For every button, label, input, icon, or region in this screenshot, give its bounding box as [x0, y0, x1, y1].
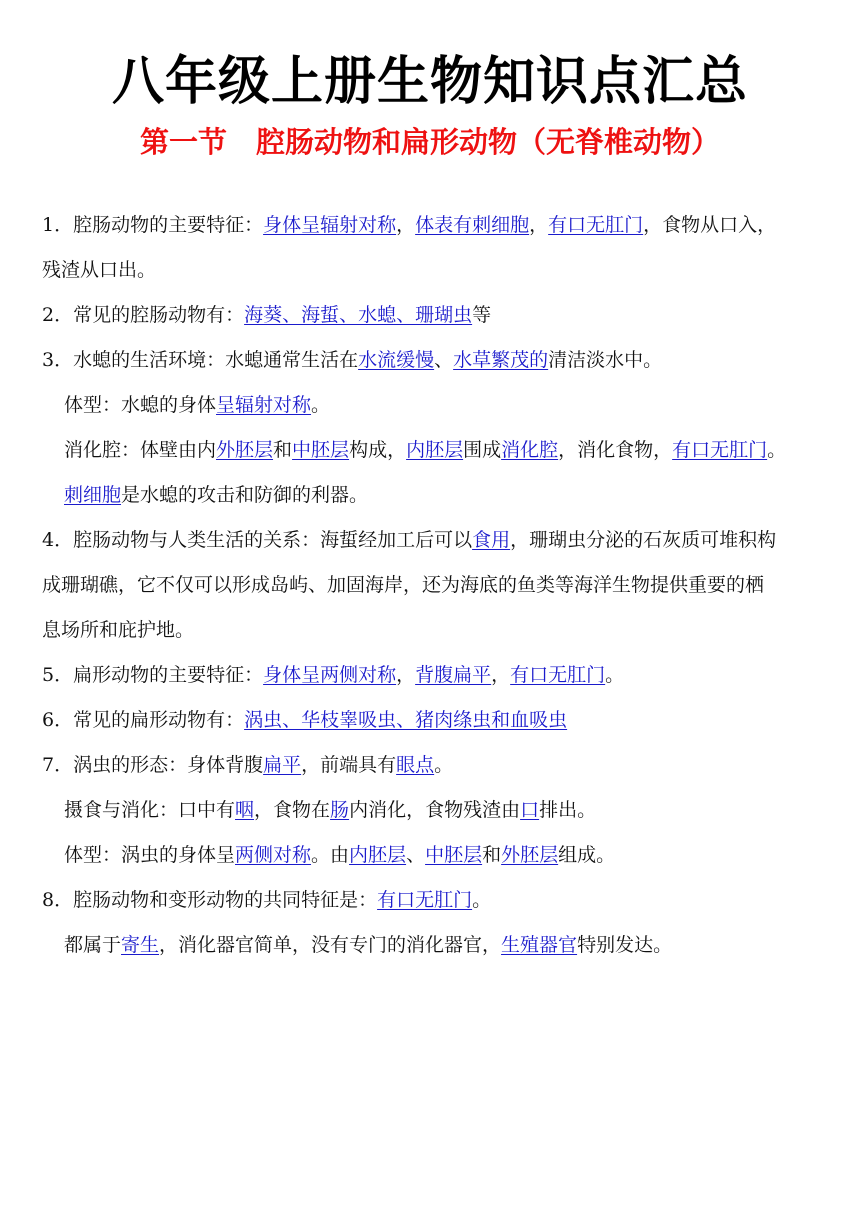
- plain-text: ，珊瑚虫分泌的石灰质可堆积构: [510, 529, 777, 551]
- plain-text: ，消化器官简单，没有专门的消化器官，: [159, 934, 502, 956]
- answer-text: 口: [520, 799, 540, 821]
- plain-text: 4．腔肠动物与人类生活的关系：海蜇经加工后可以: [42, 529, 473, 551]
- plain-text: 消化腔：体壁由内: [64, 439, 217, 461]
- plain-text: ，食物在: [254, 799, 331, 821]
- content-body: [42, 203, 822, 968]
- plain-text: 6．常见的扁形动物有：: [42, 709, 245, 731]
- text-line: [42, 473, 822, 518]
- text-line: [42, 563, 822, 608]
- plain-text: 、: [434, 349, 454, 371]
- text-line: [42, 248, 822, 293]
- text-line: [42, 878, 822, 923]
- answer-text: 肠: [330, 799, 350, 821]
- plain-text: 5．扁形动物的主要特征：: [42, 664, 264, 686]
- answer-text: 身体呈两侧对称: [263, 664, 397, 686]
- answer-text: 咽: [235, 799, 255, 821]
- answer-text: 刺细胞: [64, 484, 122, 506]
- answer-text: 海葵、海蜇、水螅、珊瑚虫: [244, 304, 473, 326]
- plain-text: 和: [273, 439, 293, 461]
- answer-text: 水草繁茂的: [453, 349, 549, 371]
- plain-text: 、: [406, 844, 426, 866]
- answer-text: 有口无肛门: [548, 214, 644, 236]
- plain-text: ，: [529, 214, 549, 236]
- answer-text: 中胚层: [292, 439, 350, 461]
- text-line: [42, 383, 822, 428]
- plain-text: 3．水螅的生活环境：水螅通常生活在: [42, 349, 359, 371]
- plain-text: 1．腔肠动物的主要特征：: [42, 214, 264, 236]
- answer-text: 外胚层: [216, 439, 274, 461]
- plain-text: 摄食与消化：口中有: [64, 799, 236, 821]
- answer-text: 背腹扁平: [415, 664, 492, 686]
- plain-text: 体型：涡虫的身体呈: [64, 844, 236, 866]
- text-line: [42, 698, 822, 743]
- text-line: [42, 203, 822, 248]
- plain-text: ，前端具有: [301, 754, 397, 776]
- plain-text: 排出。: [539, 799, 597, 821]
- answer-text: 涡虫、华枝睾吸虫、猪肉绦虫和血吸虫: [244, 709, 568, 731]
- plain-text: 残渣从口出。: [42, 259, 157, 281]
- answer-text: 呈辐射对称: [216, 394, 312, 416]
- answer-text: 内胚层: [349, 844, 407, 866]
- plain-text: 构成，: [349, 439, 407, 461]
- plain-text: 等: [472, 304, 492, 326]
- answer-text: 生殖器官: [501, 934, 578, 956]
- plain-text: ，: [396, 664, 416, 686]
- plain-text: 组成。: [558, 844, 616, 866]
- text-line: [42, 653, 822, 698]
- answer-text: 身体呈辐射对称: [263, 214, 397, 236]
- text-line: [42, 608, 822, 653]
- plain-text: 成珊瑚礁，它不仅可以形成岛屿、加固海岸，还为海底的鱼类等海洋生物提供重要的栖: [42, 574, 765, 596]
- answer-text: 扁平: [263, 754, 302, 776]
- plain-text: 。: [472, 889, 492, 911]
- plain-text: ，食物从口入，: [643, 214, 777, 236]
- text-line: [42, 833, 822, 878]
- answer-text: 眼点: [396, 754, 435, 776]
- text-line: [42, 293, 822, 338]
- answer-text: 水流缓慢: [358, 349, 435, 371]
- answer-text: 两侧对称: [235, 844, 312, 866]
- plain-text: 2．常见的腔肠动物有：: [42, 304, 245, 326]
- plain-text: 。由: [311, 844, 350, 866]
- answer-text: 有口无肛门: [672, 439, 768, 461]
- plain-text: 。: [434, 754, 454, 776]
- answer-text: 食用: [472, 529, 511, 551]
- plain-text: 息场所和庇护地。: [42, 619, 195, 641]
- plain-text: 内消化，食物残渣由: [349, 799, 521, 821]
- section-subtitle: 第一节 腔肠动物和扁形动物（无脊椎动物）: [139, 125, 720, 159]
- text-line: [42, 518, 822, 563]
- answer-text: 体表有刺细胞: [415, 214, 530, 236]
- answer-text: 外胚层: [501, 844, 559, 866]
- answer-text: 消化腔: [501, 439, 559, 461]
- plain-text: ，消化食物，: [558, 439, 673, 461]
- plain-text: 都属于: [64, 934, 122, 956]
- plain-text: ，: [491, 664, 511, 686]
- plain-text: 7．涡虫的形态：身体背腹: [42, 754, 264, 776]
- plain-text: 特别发达。: [577, 934, 673, 956]
- text-line: [42, 743, 822, 788]
- answer-text: 内胚层: [406, 439, 464, 461]
- text-line: [42, 923, 822, 968]
- answer-text: 寄生: [121, 934, 160, 956]
- text-line: [42, 788, 822, 833]
- text-line: [42, 428, 822, 473]
- page-title: 八年级上册生物知识点汇总: [111, 52, 748, 112]
- answer-text: 有口无肛门: [510, 664, 606, 686]
- text-line: [42, 338, 822, 383]
- plain-text: 围成: [463, 439, 502, 461]
- plain-text: 是水螅的攻击和防御的利器。: [121, 484, 369, 506]
- plain-text: 8．腔肠动物和变形动物的共同特征是：: [42, 889, 378, 911]
- plain-text: 。: [605, 664, 625, 686]
- plain-text: 体型：水螅的身体: [64, 394, 217, 416]
- plain-text: 。: [767, 439, 787, 461]
- plain-text: 。: [311, 394, 331, 416]
- answer-text: 有口无肛门: [377, 889, 473, 911]
- answer-text: 中胚层: [425, 844, 483, 866]
- plain-text: ，: [396, 214, 416, 236]
- plain-text: 和: [482, 844, 502, 866]
- plain-text: 清洁淡水中。: [548, 349, 663, 371]
